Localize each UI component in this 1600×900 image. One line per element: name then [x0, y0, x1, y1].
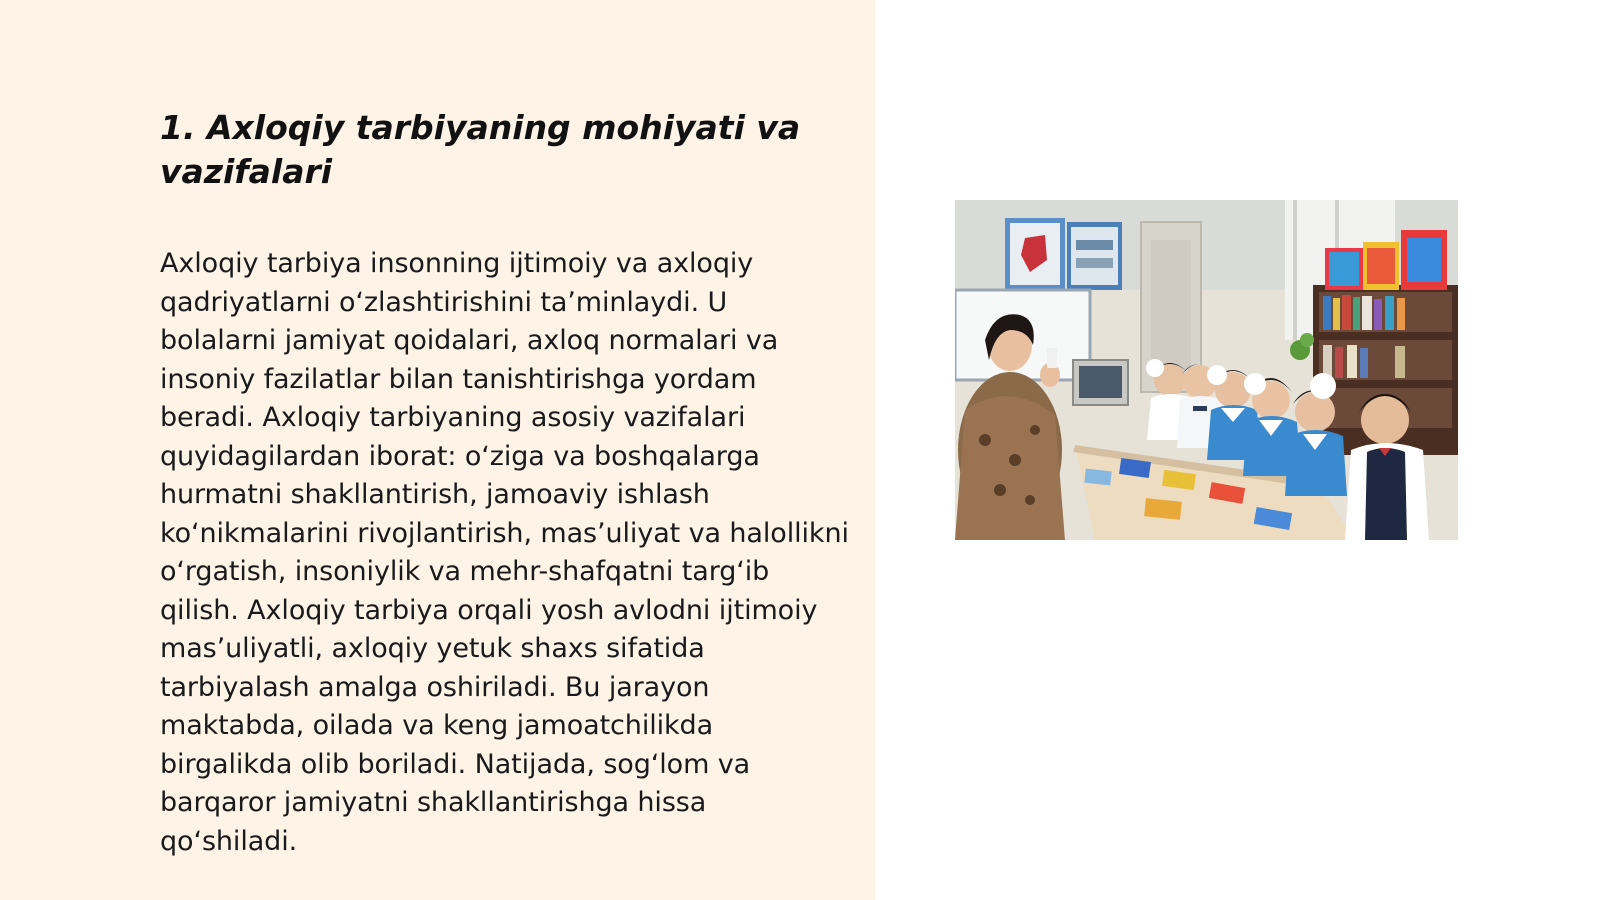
classroom-photo [955, 200, 1458, 540]
slide-body-text: Axloqiy tarbiya insonning ijtimoiy va axloqiy qadriyatlarni oʻzlashtirishini taʼminlaydi. U bolalarni jamiyat qoidalari, axloq normalari va insoniy fazilatlar bilan tanishtirishga yordam beradi. Axloqiy tarbiyaning asosiy vazifalari quyidagilardan iborat: oʻziga va boshqalarga hurmatni shakllantirish, jamoaviy ishlash koʻnikmalarini rivojlantirish, masʼuliyat va halollikni oʻrgatish, insoniylik va mehr-shafqatni targʻib qilish. Axloqiy tarbiya orqali yosh avlodni ijtimoiy masʼuliyatli, axloqiy yetuk shaxs sifatida tarbiyalash amalga oshiriladi. Bu jarayon maktabda, oilada va keng jamoatchilikda birgalikda olib boriladi. Natijada, sogʻlom va barqaror jamiyatni shakllantirishga hissa qoʻshiladi. [160, 248, 849, 857]
slide-title: 1. Axloqiy tarbiyaning mohiyati va vazifalari [160, 108, 801, 191]
